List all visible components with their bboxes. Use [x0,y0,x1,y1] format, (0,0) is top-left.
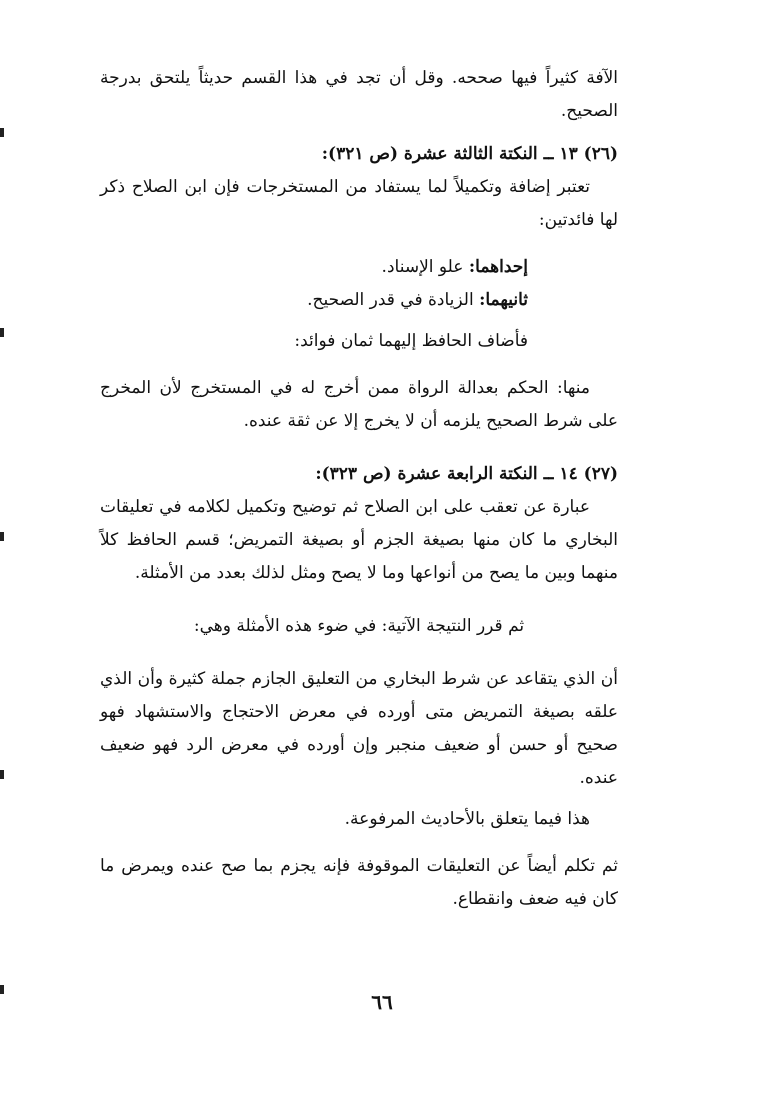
paragraph-conclusion-intro: ثم قرر النتيجة الآتية: في ضوء هذه الأمثلة وهي: [193,616,525,636]
list-item-first [100,251,528,284]
paragraph-bukhari-commentary: عبارة عن تعقب على ابن الصلاح ثم توضيح وتكميل لكلامه في تعليقات البخاري ما كان منها بصيغة الجزم أو بصيغة التمريض؛ قسم الحافظ كلاً منهما وبين ما يصح من أنواعها وما لا يصح ومثل لذلك بعدد من الأمثلة. [100,497,618,583]
section-heading-27: (٢٧) ١٤ ــ النكتة الرابعة عشرة (ص ٣٢٣): [315,464,618,484]
edge-mark [0,128,4,137]
paragraph-additions: تعتبر إضافة وتكميلاً لما يستفاد من المستخرجات فإن ابن الصلاح ذكر لها فائدتين: [100,177,618,230]
edge-mark [0,985,4,994]
paragraph-mawquf: ثم تكلم أيضاً عن التعليقات الموقوفة فإنه يجزم بما صح عنده ويمرض ما كان فيه ضعف وانقطاع. [100,856,618,909]
page-body [100,62,618,916]
paragraph-first-benefit: منها: الحكم بعدالة الرواة ممن أخرج له في المستخرج لأن المخرج على شرط الصحيح يلزمه أن لا يخرج إلا عن ثقة عنده. [100,378,618,431]
benefits-list [100,251,618,317]
edge-mark [0,770,4,779]
page-number: ٦٦ [371,990,393,1014]
paragraph-marfu: هذا فيما يتعلق بالأحاديث المرفوعة. [344,809,590,829]
list-item-label: ثانيهما: [479,290,528,310]
list-item-second [100,284,528,317]
section-heading-26: (٢٦) ١٣ ــ النكتة الثالثة عشرة (ص ٣٢١): [321,144,618,164]
paragraph-continuation: الآفة كثيراً فيها صححه. وقل أن تجد في هذا القسم حديثاً يلتحق بدرجة الصحيح. [100,68,618,121]
paragraph-eight-benefits: فأضاف الحافظ إليهما ثمان فوائد: [294,331,528,351]
edge-mark [0,532,4,541]
list-item-text: الزيادة في قدر الصحيح. [307,290,474,310]
list-item-text: علو الإسناد. [381,257,464,277]
paragraph-conclusion: أن الذي يتقاعد عن شرط البخاري من التعليق الجازم جملة كثيرة وأن الذي علقه بصيغة التمريض متى أورده في معرض الاحتجاج والاستشهاد فهو صحيح أو حسن أو ضعيف منجبر وإن أورده في معرض الرد فهو ضعيف عنده. [100,669,618,788]
edge-mark [0,328,4,337]
list-item-label: إحداهما: [468,257,528,277]
